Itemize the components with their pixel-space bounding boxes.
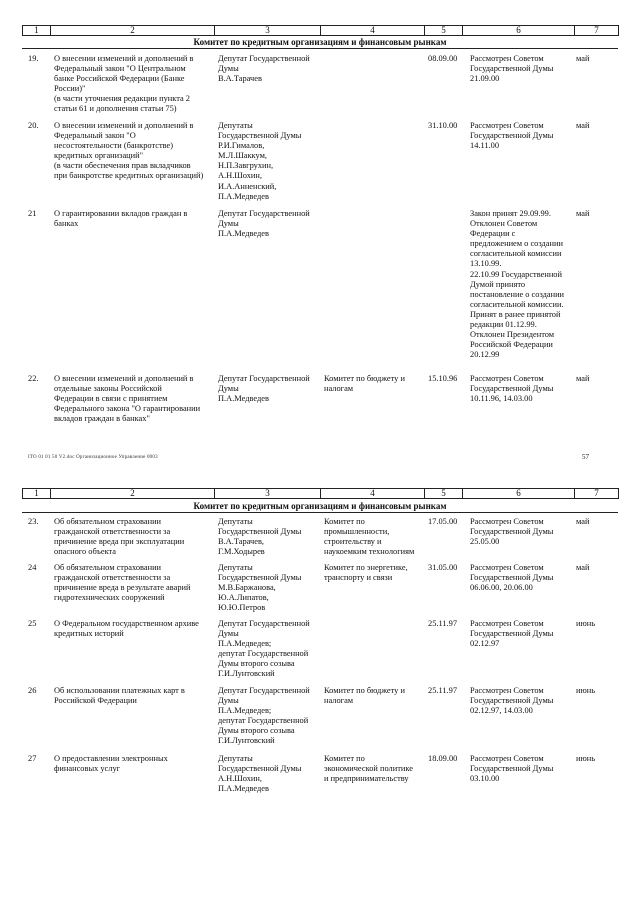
registration-date: 31.10.00 [428, 121, 458, 130]
bill-title: О гарантировании вкладов граждан в банках [54, 209, 188, 229]
bill-status: Рассмотрен Советом Государственной Думы 14.11.00 [470, 121, 554, 151]
bill-status: Рассмотрен Советом Государственной Думы 06.06.00, 20.06.00 [470, 563, 554, 593]
column-number-6: 6 [463, 26, 575, 36]
responsible-committee: Комитет по промышленности, строительству и наукоемким технологиям [324, 517, 415, 557]
row-number: 22. [28, 374, 39, 383]
bill-title: Об использовании платежных карт в Российской Федерации [54, 686, 185, 706]
column-number-1: 1 [23, 489, 51, 499]
column-number-6: 6 [463, 489, 575, 499]
column-number-4: 4 [321, 489, 425, 499]
document-page-2 [0, 486, 640, 900]
column-number-4: 4 [321, 26, 425, 36]
bill-status: Закон принят 29.09.99. Отклонен Советом Федерации с предложением о создании согласительной комиссии 13.10.99. 22.10.99 Государственной Думой принято постановление о создании согласительной комиссии. Принят в ранее принятой редакции 01.12.99. Отклонен Президентом Российской Федерации 20.12.99 [470, 209, 565, 360]
bill-status: Рассмотрен Советом Государственной Думы 10.11.96, 14.03.00 [470, 374, 554, 404]
scheduled-month: июнь [576, 619, 596, 628]
column-number-7: 7 [575, 26, 619, 36]
column-number-2: 2 [51, 26, 215, 36]
registration-date: 31.05.00 [428, 563, 458, 572]
bill-authors: Депутаты Государственной Думы Р.И.Гималов, М.Л.Шаккум, Н.П.Завгрухин, А.Н.Шохин, И.А.Анненский, П.А.Медведев [218, 121, 302, 201]
page-number: 57 [582, 453, 589, 461]
bill-title: О внесении изменений и дополнений в отдельные законы Российской Федерации в связи с принятием Федерального закона "О гарантировании вкладов граждан в банках" [54, 374, 201, 424]
column-number-5: 5 [425, 489, 463, 499]
column-number-3: 3 [215, 489, 321, 499]
bill-authors: Депутаты Государственной Думы М.В.Баржанова, Ю.А.Липатов, Ю.Ю.Петров [218, 563, 302, 613]
scheduled-month: июнь [576, 686, 596, 695]
row-number: 24 [28, 563, 37, 572]
column-header-row [22, 488, 619, 499]
column-number-3: 3 [215, 26, 321, 36]
scheduled-month: май [576, 209, 590, 218]
bill-status: Рассмотрен Советом Государственной Думы 21.09.00 [470, 54, 554, 84]
scheduled-month: май [576, 563, 590, 572]
bill-authors: Депутат Государственной Думы П.А.Медведев [218, 209, 310, 239]
bill-authors: Депутат Государственной Думы П.А.Медведев [218, 374, 310, 404]
bill-title: О предоставлении электронных финансовых услуг [54, 754, 168, 774]
committee-heading: Комитет по кредитным организациям и финансовым рынкам [193, 37, 447, 47]
registration-date: 15.10.96 [428, 374, 458, 383]
registration-date: 18.09.00 [428, 754, 458, 763]
responsible-committee: Комитет по бюджету и налогам [324, 374, 405, 394]
column-number-7: 7 [575, 489, 619, 499]
responsible-committee: Комитет по экономической политике и предпринимательству [324, 754, 413, 784]
bill-title: О внесении изменений и дополнений в Федеральный закон "О Центральном банке Российской Федерации (Банке России)" (в части уточнения редакции пункта 2 статьи 61 и дополнения статьи 75) [54, 54, 194, 114]
responsible-committee: Комитет по энергетике, транспорту и связи [324, 563, 408, 583]
scheduled-month: май [576, 374, 590, 383]
scheduled-month: май [576, 54, 590, 63]
registration-date: 17.05.00 [428, 517, 458, 526]
row-number: 19. [28, 54, 39, 63]
scheduled-month: май [576, 517, 590, 526]
bill-status: Рассмотрен Советом Государственной Думы 02.12.97, 14.03.00 [470, 686, 554, 716]
heading-divider [22, 48, 618, 49]
bill-title: О внесении изменений и дополнений в Федеральный закон "О несостоятельности (банкротстве) кредитных организаций" (в части обеспечения прав вкладчиков при банкротстве кредитных организаций) [54, 121, 204, 181]
bill-title: Об обязательном страховании гражданской ответственности за причинение вреда в результате аварий гидротехнических сооружений [54, 563, 191, 603]
column-number-2: 2 [51, 489, 215, 499]
bill-title: О Федеральном государственном архиве кредитных историй [54, 619, 199, 639]
row-number: 21 [28, 209, 37, 218]
row-number: 25 [28, 619, 37, 628]
column-number-5: 5 [425, 26, 463, 36]
row-number: 27 [28, 754, 37, 763]
bill-authors: Депутат Государственной Думы П.А.Медведев; депутат Государственной Думы второго созыва Г.И.Лунтовский [218, 619, 310, 679]
bill-status: Рассмотрен Советом Государственной Думы 25.05.00 [470, 517, 554, 547]
registration-date: 08.09.00 [428, 54, 458, 63]
bill-authors: Депутат Государственной Думы В.А.Тарачев [218, 54, 310, 84]
registration-date: 25.11.97 [428, 619, 458, 628]
scheduled-month: май [576, 121, 590, 130]
bill-authors: Депутаты Государственной Думы В.А.Тарачев, Г.М.Ходырев [218, 517, 302, 557]
document-code: IТО 01 01 50 V2.doc Организационное Управление 0003 [28, 455, 158, 460]
row-number: 26 [28, 686, 37, 695]
bill-status: Рассмотрен Советом Государственной Думы 02.12.97 [470, 619, 554, 649]
bill-status: Рассмотрен Советом Государственной Думы 03.10.00 [470, 754, 554, 784]
bill-title: Об обязательном страховании гражданской ответственности за причинение вреда при эксплуатации опасного объекта [54, 517, 185, 557]
row-number: 20. [28, 121, 39, 130]
committee-heading: Комитет по кредитным организациям и финансовым рынкам [193, 501, 447, 511]
column-header-row [22, 25, 619, 36]
bill-authors: Депутат Государственной Думы П.А.Медведев; депутат Государственной Думы второго созыва Г.И.Лунтовский [218, 686, 310, 746]
row-number: 23. [28, 517, 39, 526]
scheduled-month: июнь [576, 754, 596, 763]
heading-divider [22, 512, 618, 513]
responsible-committee: Комитет по бюджету и налогам [324, 686, 405, 706]
column-number-1: 1 [23, 26, 51, 36]
bill-authors: Депутаты Государственной Думы А.Н.Шохин, П.А.Медведев [218, 754, 302, 794]
registration-date: 25.11.97 [428, 686, 458, 695]
